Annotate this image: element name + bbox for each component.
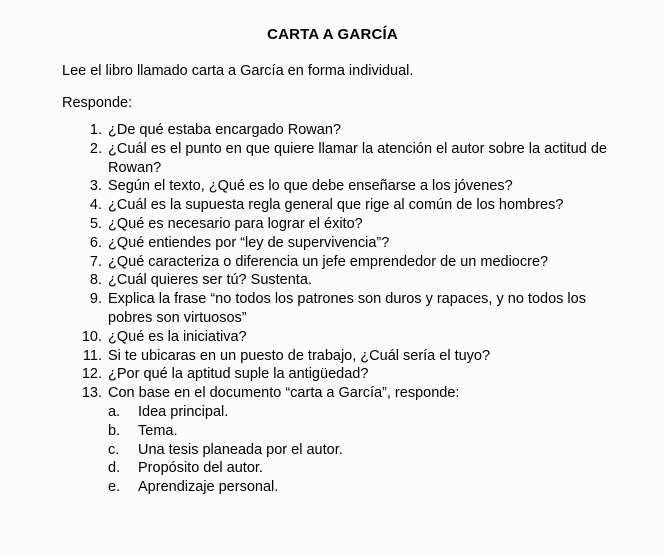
sub-item-text: Tema. xyxy=(138,422,178,439)
sub-item-letter: d. xyxy=(108,460,121,477)
question-number: 10. xyxy=(81,328,102,345)
sub-item-list xyxy=(108,403,618,497)
question-item xyxy=(78,253,618,272)
sub-item xyxy=(108,422,618,441)
question-item xyxy=(78,196,618,215)
question-item xyxy=(78,290,618,328)
question-text: ¿Qué entiendes por “ley de supervivencia”? xyxy=(108,234,390,251)
question-number: 2. xyxy=(89,140,102,157)
question-text: Con base en el documento “carta a García”, responde: xyxy=(108,385,460,402)
question-number: 12. xyxy=(81,366,102,383)
sub-item-letter: b. xyxy=(108,422,121,439)
sub-item xyxy=(108,459,618,478)
sub-item-text: Una tesis planeada por el autor. xyxy=(138,441,343,458)
question-text: ¿Por qué la aptitud suple la antigüedad? xyxy=(108,366,369,383)
question-item xyxy=(78,365,618,384)
sub-item-letter: e. xyxy=(108,479,121,496)
respond-label: Responde: xyxy=(62,95,133,111)
sub-item-text: Idea principal. xyxy=(138,403,229,420)
question-number: 11. xyxy=(82,347,102,364)
question-text: Según el texto, ¿Qué es lo que debe enseñarse a los jóvenes? xyxy=(108,178,513,195)
question-list xyxy=(78,121,618,497)
question-number: 1. xyxy=(89,122,102,138)
question-number: 7. xyxy=(89,253,102,270)
question-number: 4. xyxy=(89,197,102,214)
question-item xyxy=(78,140,618,178)
sub-item xyxy=(108,478,618,497)
sub-item-text: Aprendizaje personal. xyxy=(138,479,279,496)
question-text: ¿Qué es necesario para lograr el éxito? xyxy=(108,215,363,232)
question-number: 13. xyxy=(81,385,102,402)
question-text: ¿De qué estaba encargado Rowan? xyxy=(108,122,341,138)
question-item xyxy=(78,328,618,347)
question-number: 6. xyxy=(89,234,102,251)
question-text: ¿Qué caracteriza o diferencia un jefe emprendedor de un mediocre? xyxy=(108,253,549,270)
question-item xyxy=(78,271,618,290)
question-item xyxy=(78,215,618,234)
sub-item-letter: c. xyxy=(108,441,120,458)
question-item xyxy=(78,384,618,403)
question-item xyxy=(78,234,618,253)
question-text: ¿Cuál es la supuesta regla general que rige al común de los hombres? xyxy=(108,197,564,214)
question-number: 5. xyxy=(89,215,102,232)
question-item xyxy=(78,177,618,196)
sub-item-text: Propósito del autor. xyxy=(138,460,263,477)
question-number: 8. xyxy=(89,272,102,289)
question-number: 3. xyxy=(89,178,102,195)
question-number: 9. xyxy=(89,291,102,308)
question-text: ¿Cuál es el punto en que quiere llamar la atención el autor sobre la actitud de Rowan? xyxy=(108,140,607,176)
question-text: ¿Qué es la iniciativa? xyxy=(108,328,247,345)
question-text: ¿Cuál quieres ser tú? Sustenta. xyxy=(108,272,312,289)
question-item xyxy=(78,121,618,140)
sub-item-letter: a. xyxy=(108,403,121,420)
intro-paragraph: Lee el libro llamado carta a García en forma individual. xyxy=(62,63,414,79)
sub-item xyxy=(108,403,618,422)
document-title: CARTA A GARCÍA xyxy=(267,26,398,43)
question-text: Si te ubicaras en un puesto de trabajo, ¿Cuál sería el tuyo? xyxy=(108,347,491,364)
sub-item xyxy=(108,441,618,460)
question-text: Explica la frase “no todos los patrones son duros y rapaces, y no todos los pobres son virtuosos” xyxy=(108,291,586,326)
question-item xyxy=(78,347,618,366)
